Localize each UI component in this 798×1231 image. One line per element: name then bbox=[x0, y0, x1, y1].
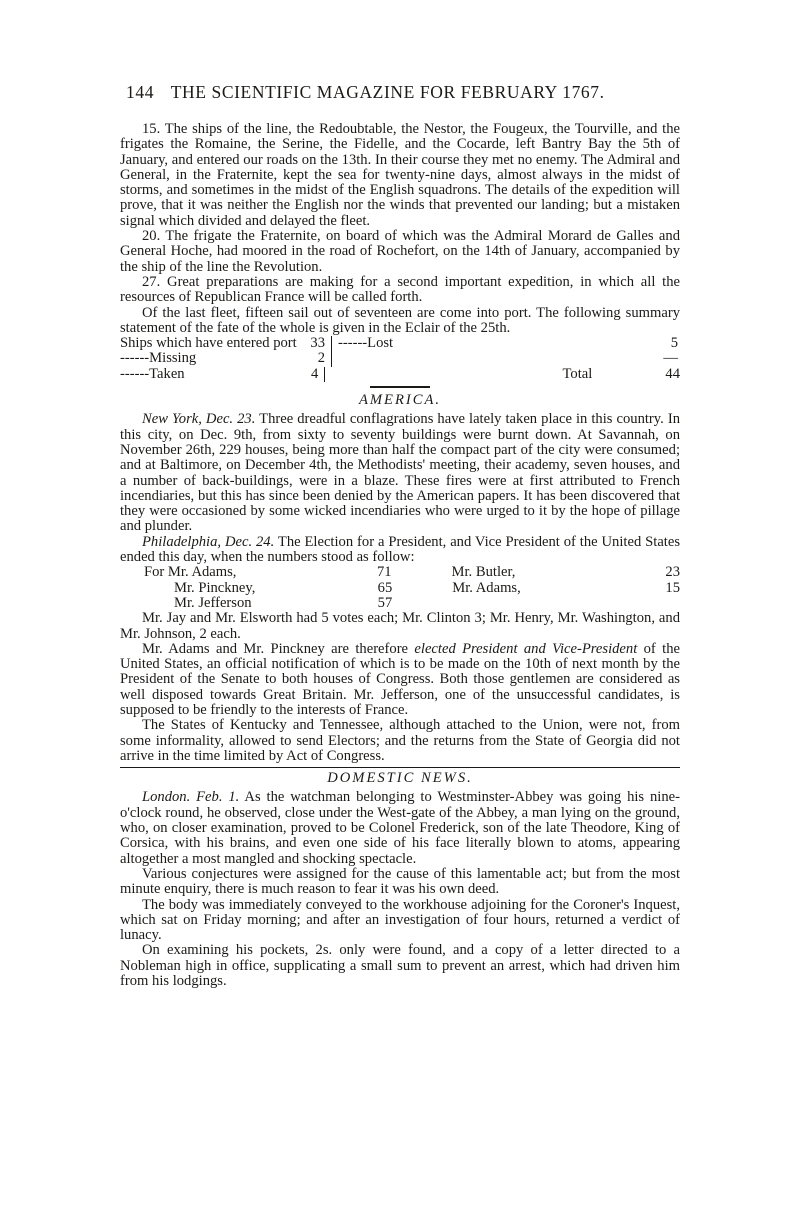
page-number: 144 bbox=[126, 82, 155, 102]
table-row: Mr. Jefferson 57 bbox=[174, 594, 393, 611]
fleet-summary-table bbox=[120, 336, 680, 382]
section-divider bbox=[370, 386, 430, 388]
paragraph: 15. The ships of the line, the Redoubtable, the Nestor, the Fougeux, the Tourville, and the frigates the Romaine, the Serine, the Fidelle, and the Cocarde, left Bantry Bay the 5th of January, and entered our roads on the 13th. In their course they met no enemy. The Admiral and General, in the Fraternite, kept the sea for twenty-nine days, almost always in the midst of storms, and sometimes in the midst of the English squadrons. The details of the expedition will prove, that it was neither the English nor the winds that prevented our landing; but a mistaken signal which divided and delayed the fleet. bbox=[120, 121, 680, 229]
paragraph: The States of Kentucky and Tennessee, although attached to the Union, were not, from some informality, allowed to send Electors; and the returns from the State of Georgia did not arrive in the time limited by Act of Congress. bbox=[120, 717, 680, 764]
dateline: New York, Dec. 23. bbox=[142, 411, 256, 428]
election-votes-table bbox=[120, 565, 680, 611]
table-row: ------Missing 2 — bbox=[120, 350, 678, 367]
page-body bbox=[120, 122, 680, 989]
paragraph: Philadelphia, Dec. 24. The Election for a President, and Vice President of the United States ended this day, when the numbers stood as follow: bbox=[120, 533, 681, 566]
paragraph: Mr. Adams and Mr. Pinckney are therefore elected President and Vice-President of the United States, an official notification of which is to be made on the 10th of next month by the President of the Senate to both houses of Congress. Both those gentlemen are considered as well disposed towards Great Britain. Mr. Jefferson, one of the unsuccessful candidates, is supposed to be friendly to the interests of France. bbox=[120, 640, 680, 718]
header-title: THE SCIENTIFIC MAGAZINE FOR FEBRUARY 1767. bbox=[170, 82, 605, 102]
section-divider bbox=[120, 767, 680, 768]
table-row: Ships which have entered port 33 ------Lost 5 bbox=[120, 335, 678, 352]
paragraph: London. Feb. 1. As the watchman belonging to Westminster-Abbey was going his nine-o'clock round, he observed, close under the West-gate of the Abbey, a man lying on the ground, who, on closer examination, proved to be Colonel Frederick, son of the late Theodore, King of Corsica, with his brains, and even one side of his face literally blown to atoms, appearing altogether a most mangled and shocking spectacle. bbox=[120, 789, 680, 867]
paragraph: 27. Great preparations are making for a second important expedition, in which all the resources of Republican France will be called forth. bbox=[120, 273, 680, 306]
paragraph: The body was immediately conveyed to the workhouse adjoining for the Coroner's Inquest, which sat on Friday morning; and after an investigation of four hours, returned a verdict of lunacy. bbox=[120, 896, 680, 944]
paragraph: Of the last fleet, fifteen sail out of seventeen are come into port. The following summary statement of the fate of the whole is given in the Eclair of the 25th. bbox=[120, 304, 680, 336]
section-heading-america: AMERICA. bbox=[358, 392, 442, 409]
paragraph: 20. The frigate the Fraternite, on board of which was the Admiral Morard de Galles and General Hoche, had moored in the road of Rochefort, on the 14th of January, accompanied by the ship of the line the Revolution. bbox=[120, 228, 680, 275]
dateline: Philadelphia, Dec. 24. bbox=[142, 533, 275, 550]
paragraph: Various conjectures were assigned for the cause of this lamentable act; but from the most minute enquiry, there is much reason to fear it was his own deed. bbox=[120, 865, 680, 898]
running-header bbox=[126, 82, 686, 103]
paragraph: On examining his pockets, 2s. only were found, and a copy of a letter directed to a Nobleman high in office, supplicating a small sum to prevent an arrest, which had driven him from his lodgings. bbox=[120, 942, 680, 990]
table-row: ------Taken 4 Total 44 bbox=[120, 365, 680, 382]
table-row: For Mr. Adams, 71 Mr. Butler, 23 bbox=[144, 564, 681, 581]
paragraph: New York, Dec. 23. Three dreadful conflagrations have lately taken place in this country. In this city, on Dec. 9th, from sixty to seventy buildings were burnt down. At Savannah, on November 26th, 229 houses, being more than half the compact part of the city were consumed; and at Baltimore, on December 4th, the Methodists' meeting, their academy, seven houses, and a number of back-buildings, were in a blaze. These fires were at first attributed to French incendiaries, but this has since been denied by the American papers. It has been discovered that they were occasioned by some wicked incendiaries who were urged to it by the hope of pillage and plunder. bbox=[120, 411, 680, 535]
section-heading-domestic: DOMESTIC NEWS. bbox=[327, 770, 473, 787]
dateline: London. Feb. 1. bbox=[142, 789, 240, 806]
table-row: Mr. Pinckney, 65 Mr. Adams, 15 bbox=[174, 579, 680, 596]
paragraph: Mr. Jay and Mr. Elsworth had 5 votes each; Mr. Clinton 3; Mr. Henry, Mr. Washington, and Mr. Johnson, 2 each. bbox=[120, 610, 680, 642]
